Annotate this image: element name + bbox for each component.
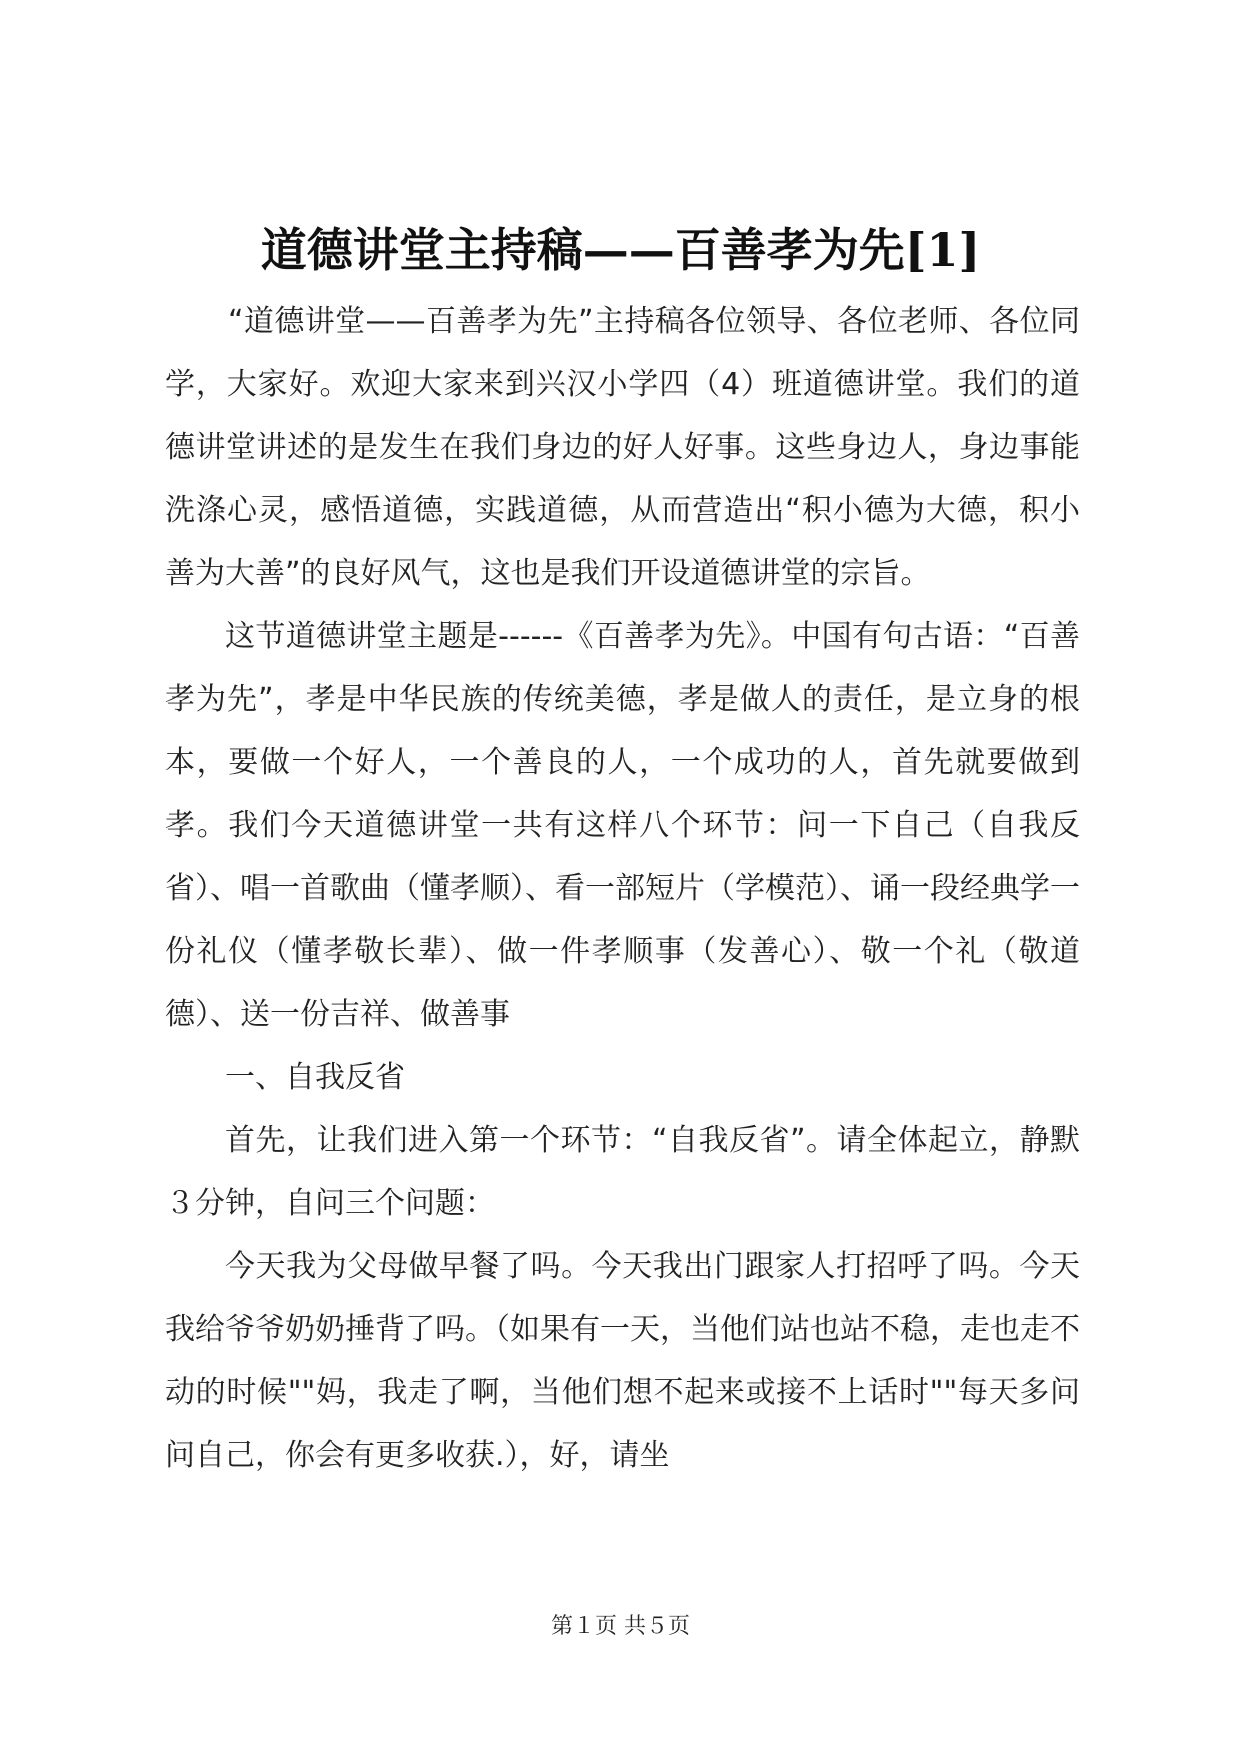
page-number: 第１页 共５页	[551, 1614, 690, 1639]
paragraph-questions: 今天我为父母做早餐了吗。今天我出门跟家人打招呼了吗。今天我给爷爷奶奶捶背了吗。（如果有一天，当他们站也站不稳，走也走不动的时候""妈，我走了啊，当他们想不起来或接不上话时""每天多问问自己，你会有更多收获.），好，请坐	[165, 1249, 1080, 1473]
document-body	[165, 290, 1080, 1487]
paragraph-first-step: 首先，让我们进入第一个环节：“自我反省”。请全体起立，静默３分钟，自问三个问题：	[165, 1123, 1080, 1221]
paragraph-theme: 这节道德讲堂主题是------《百善孝为先》。中国有句古语：“百善孝为先”，孝是中华民族的传统美德，孝是做人的责任，是立身的根本，要做一个好人，一个善良的人，一个成功的人，首先就要做到孝。我们今天道德讲堂一共有这样八个环节：问一下自己（自我反省）、唱一首歌曲（懂孝顺）、看一部短片（学模范）、诵一段经典学一份礼仪（懂孝敬长辈）、做一件孝顺事（发善心）、敬一个礼（敬道德）、送一份吉祥、做善事	[165, 619, 1080, 1032]
paragraph-intro: “道德讲堂——百善孝为先”主持稿各位领导、各位老师、各位同学，大家好。欢迎大家来到兴汉小学四（4）班道德讲堂。我们的道德讲堂讲述的是发生在我们身边的好人好事。这些身边人，身边事能洗涤心灵，感悟道德，实践道德，从而营造出“积小德为大德，积小善为大善”的良好风气，这也是我们开设道德讲堂的宗旨。	[165, 304, 1080, 591]
document-title: 道德讲堂主持稿——百善孝为先[1]	[260, 223, 981, 277]
section-heading-self-reflection: 一、自我反省	[225, 1060, 405, 1095]
